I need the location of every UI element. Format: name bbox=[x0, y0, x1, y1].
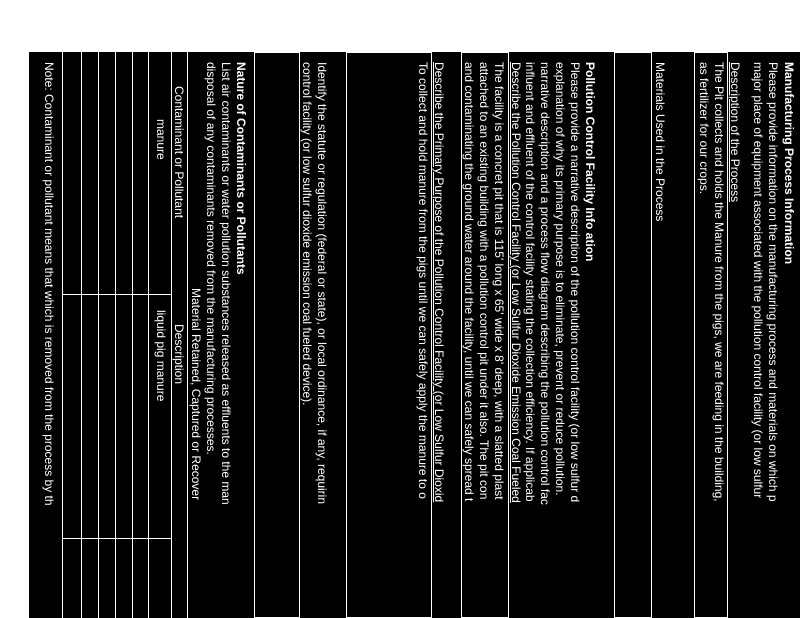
table-rule bbox=[62, 52, 63, 618]
table-rule bbox=[81, 52, 82, 618]
table-rule bbox=[187, 52, 188, 618]
facility-description-line-1: The facility is a concret pit that is 115' long x 65' wide x 8' deep, with a slatted plast bbox=[492, 62, 506, 500]
pollution-instruction-1: Please provide a narrative description of the pollution control facility (or low sulfur d bbox=[568, 62, 582, 503]
statute-line-2: control facility (or low sulfur dioxide emission coal fueled device). bbox=[300, 62, 314, 406]
process-description-label: Description of the Process bbox=[728, 62, 742, 203]
table-rule bbox=[62, 538, 172, 539]
contaminant-cell: manure bbox=[154, 119, 168, 160]
table-rule bbox=[115, 52, 116, 618]
column-header-description: Description bbox=[172, 324, 186, 385]
pollution-instruction-3: narrative description and a process flow diagram describing the pollution control fac bbox=[538, 62, 552, 505]
contaminants-instruction-2: disposal of any contaminants removed from the manufacturing processes. bbox=[204, 62, 218, 455]
table-rule bbox=[132, 52, 133, 618]
statute-line-1: Identify the statute or regulation (federal or state), or local ordinance, if any, requirin bbox=[315, 62, 329, 505]
footnote: Note: Contaminant or pollutant means that which is removed from the process by th bbox=[42, 62, 56, 506]
materials-box bbox=[614, 52, 652, 618]
description-cell: liquid pig manure bbox=[154, 310, 168, 402]
pollution-control-title: Pollution Control Facility Info ation bbox=[583, 62, 597, 262]
manufacturing-instruction-1: Please provide information on the manufacturing process and materials on which p bbox=[766, 62, 780, 502]
facility-description-label: Describe the Pollution Control Facility (or Low Sulfur Dioxide Emission Coal Fueled bbox=[509, 62, 523, 503]
pollution-instruction-2: explanation of why its primary purpose is to eliminate, prevent or reduce pollution. bbox=[553, 62, 567, 496]
facility-description-line-3: and contaminating the ground water around the facility, until we can safely spread t bbox=[462, 62, 476, 502]
primary-purpose-text: To collect and hold manure from the pigs until we can safely apply the manure to o bbox=[416, 62, 430, 499]
primary-purpose-label: Describe the Primary Purpose of the Pollution Control Facility (or Low Sulfur Dioxid bbox=[432, 62, 446, 503]
form-page bbox=[29, 52, 800, 618]
contaminants-title: Nature of Contaminants or Pollutants bbox=[234, 62, 248, 275]
process-description-line-2: as fertilizer for our crops. bbox=[697, 62, 711, 195]
contaminants-instruction-1: List air contaminants or water pollution substances released as effluents to the man bbox=[219, 62, 233, 505]
process-description-line-1: The Pit collects and holds the Manure from the pigs, we are feeding in the building, bbox=[712, 62, 726, 502]
table-rule bbox=[98, 52, 99, 618]
manufacturing-instruction-2: major place of equipment associated with the pollution control facility (or low sulfur bbox=[751, 62, 765, 499]
table-rule bbox=[171, 52, 172, 618]
material-retained-header: Material Retained, Captured or Recover bbox=[189, 288, 203, 501]
pollution-instruction-4: influent and effluent of the control facility stating the collection efficiency. If applicab bbox=[523, 62, 537, 502]
manufacturing-title: Manufacturing Process Information bbox=[782, 62, 796, 265]
scanned-document bbox=[29, 52, 800, 618]
table-rule bbox=[148, 52, 149, 618]
facility-description-line-2: attached to an existing building with a pollution control pit under it also. The pit con bbox=[477, 62, 491, 500]
column-header-contaminant: Contaminant or Pollutant bbox=[172, 86, 186, 219]
statute-box bbox=[254, 52, 300, 618]
materials-label: Materials Used in the Process bbox=[653, 62, 667, 222]
table-rule bbox=[62, 294, 172, 295]
